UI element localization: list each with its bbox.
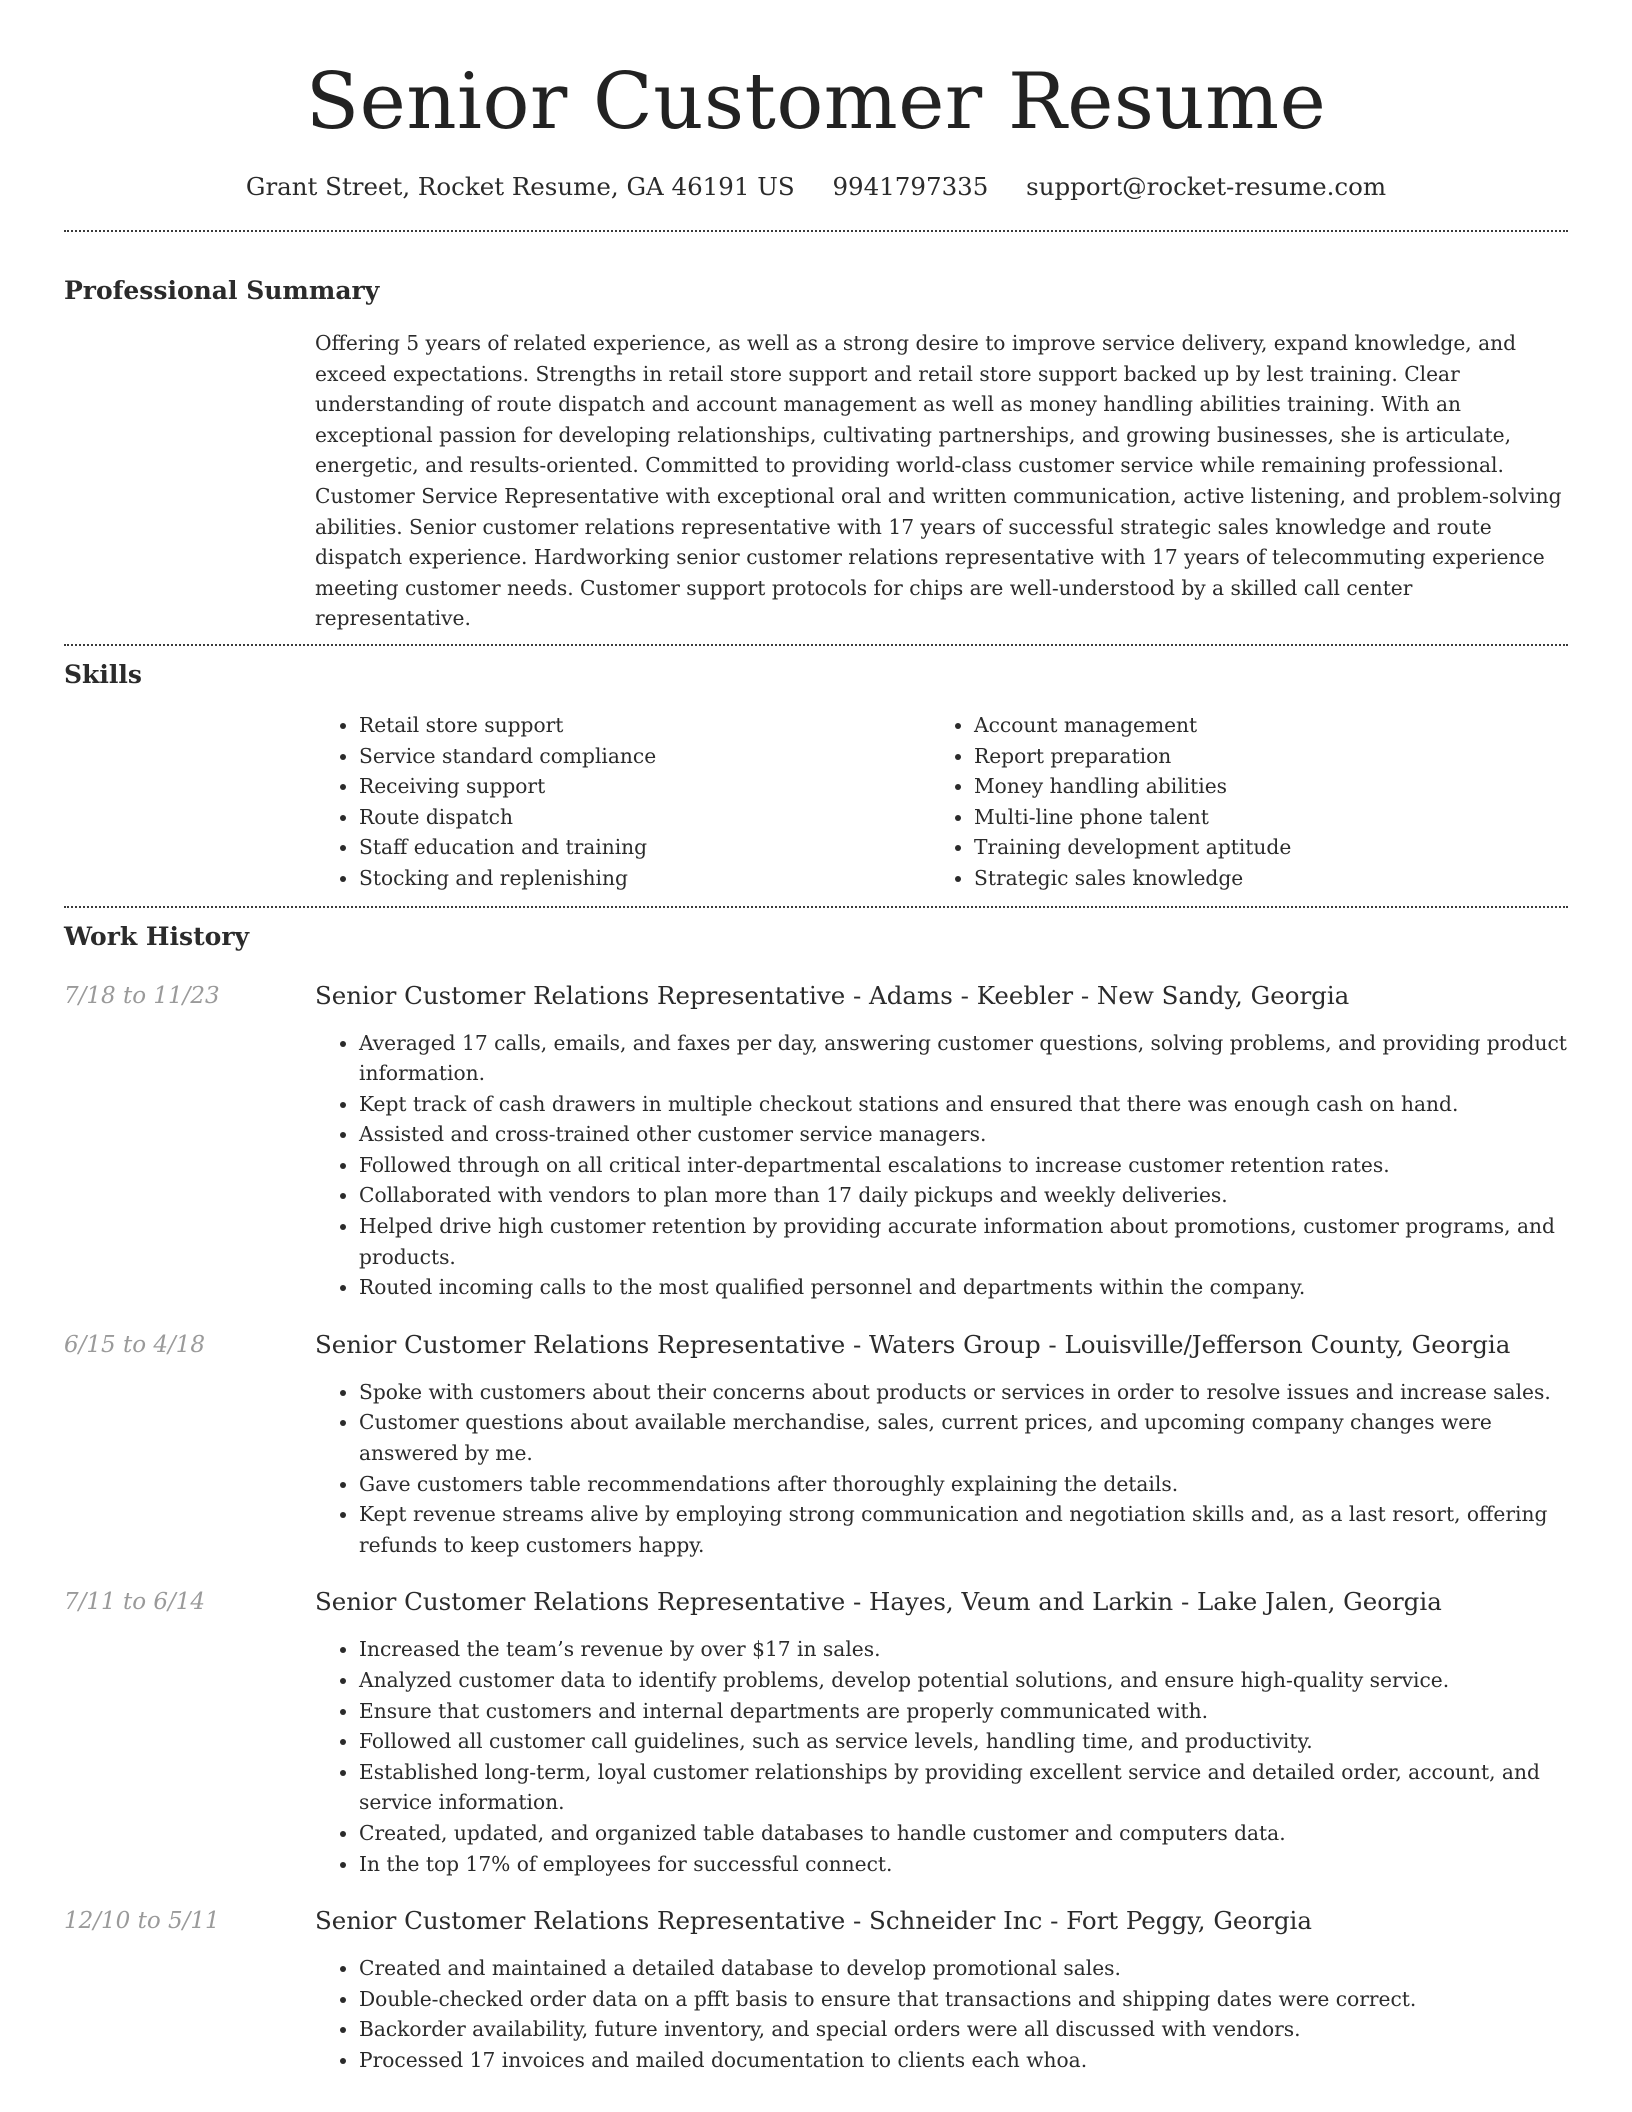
skill-item: • Report preparation xyxy=(974,741,1545,772)
job-bullet: • Double-checked order data on a pfft basis to ensure that transactions and shipping dates were correct. xyxy=(359,1984,1568,2015)
job-title: Senior Customer Relations Representative - Adams - Keebler - New Sandy, Georgia xyxy=(315,980,1350,1010)
skill-item: • Account management xyxy=(974,710,1545,741)
skill-item: • Stocking and replenishing xyxy=(359,863,930,894)
job-bullet: • Averaged 17 calls, emails, and faxes per day, answering customer questions, solving problems, and providing product information. xyxy=(359,1028,1568,1089)
job-bullet: • Increased the team’s revenue by over $17 in sales. xyxy=(359,1634,1568,1665)
section-title-summary: Professional Summary xyxy=(64,276,380,305)
skill-item: • Strategic sales knowledge xyxy=(974,863,1545,894)
job-bullet: • Customer questions about available merchandise, sales, current prices, and upcoming company changes were answered by me. xyxy=(359,1407,1568,1468)
job-bullets xyxy=(315,1028,1568,1303)
contact-line xyxy=(64,170,1568,204)
job-title: Senior Customer Relations Representative - Schneider Inc - Fort Peggy, Georgia xyxy=(315,1906,1312,1936)
job-bullet: • Kept revenue streams alive by employing strong communication and negotiation skills and, as a last resort, offering refunds to keep customers happy. xyxy=(359,1499,1568,1560)
section-title-work-history: Work History xyxy=(64,921,250,951)
skill-item: • Receiving support xyxy=(359,771,930,802)
job-bullet: • Kept track of cash drawers in multiple checkout stations and ensured that there was enough cash on hand. xyxy=(359,1089,1568,1120)
job-entry xyxy=(64,1586,1568,1879)
job-bullet: • Assisted and cross-trained other customer service managers. xyxy=(359,1119,1568,1150)
job-details xyxy=(315,1586,1568,1879)
job-bullet: • In the top 17% of employees for successful connect. xyxy=(359,1849,1568,1880)
resume-name: Senior Customer Resume xyxy=(305,57,1327,147)
job-details xyxy=(315,1329,1568,1561)
contact-phone: 9941797335 xyxy=(832,172,989,201)
job-entry xyxy=(64,1905,1568,2075)
skill-item: • Retail store support xyxy=(359,710,930,741)
job-entry xyxy=(64,980,1568,1303)
job-bullets xyxy=(315,1634,1568,1879)
skills-column-right xyxy=(930,710,1545,894)
job-bullet: • Helped drive high customer retention by providing accurate information about promotions, customer programs, and products. xyxy=(359,1211,1568,1272)
job-bullet: • Followed all customer call guidelines, such as service levels, handling time, and productivity. xyxy=(359,1726,1568,1757)
job-bullet: • Collaborated with vendors to plan more than 17 daily pickups and weekly deliveries. xyxy=(359,1180,1568,1211)
job-bullet: • Created, updated, and organized table databases to handle customer and computers data. xyxy=(359,1818,1568,1849)
job-dates: 7/18 to 11/23 xyxy=(64,982,220,1009)
contact-email: support@rocket-resume.com xyxy=(1026,172,1387,201)
job-dates: 6/15 to 4/18 xyxy=(64,1331,206,1358)
divider xyxy=(64,906,1568,908)
skill-item: • Route dispatch xyxy=(359,802,930,833)
job-entry xyxy=(64,1329,1568,1561)
job-bullet: • Spoke with customers about their concerns about products or services in order to resolve issues and increase sales. xyxy=(359,1377,1568,1408)
job-bullet: • Followed through on all critical inter-departmental escalations to increase customer retention rates. xyxy=(359,1150,1568,1181)
job-bullets xyxy=(315,1953,1568,2075)
divider xyxy=(64,644,1568,646)
job-dates: 12/10 to 5/11 xyxy=(64,1908,220,1935)
skill-item: • Training development aptitude xyxy=(974,832,1545,863)
job-details xyxy=(315,1905,1568,2075)
skills-grid xyxy=(315,710,1568,894)
job-title: Senior Customer Relations Representative - Waters Group - Louisville/Jefferson County, Georgia xyxy=(315,1329,1511,1359)
skill-item: • Staff education and training xyxy=(359,832,930,863)
job-title: Senior Customer Relations Representative - Hayes, Veum and Larkin - Lake Jalen, Georgia xyxy=(315,1587,1442,1617)
job-bullet: • Established long-term, loyal customer relationships by providing excellent service and detailed order, account, and service information. xyxy=(359,1757,1568,1818)
job-bullet: • Ensure that customers and internal departments are properly communicated with. xyxy=(359,1696,1568,1727)
job-bullet: • Gave customers table recommendations after thoroughly explaining the details. xyxy=(359,1469,1568,1500)
job-bullets xyxy=(315,1377,1568,1561)
job-bullet: • Backorder availability, future inventory, and special orders were all discussed with vendors. xyxy=(359,2014,1568,2045)
divider xyxy=(64,230,1568,232)
contact-address: Grant Street, Rocket Resume, GA 46191 US xyxy=(245,172,795,201)
job-dates: 7/11 to 6/14 xyxy=(64,1589,206,1616)
skill-item: • Service standard compliance xyxy=(359,741,930,772)
skill-item: • Multi-line phone talent xyxy=(974,802,1545,833)
skills-column-left xyxy=(315,710,930,894)
job-bullet: • Routed incoming calls to the most qualified personnel and departments within the company. xyxy=(359,1272,1568,1303)
skill-item: • Money handling abilities xyxy=(974,771,1545,802)
summary-text: Offering 5 years of related experience, as well as a strong desire to improve service delivery, expand knowledge, and exceed expectations. Strengths in retail store support and retail store support backed up by lest training. Clear understanding of route dispatch and account management as well as money handling abilities training. With an exceptional passion for developing relationships, cultivating partnerships, and growing businesses, she is articulate, energetic, and results-oriented. Committed to providing world-class customer service while remaining professional. Customer Service Representative with exceptional oral and written communication, active listening, and problem-solving abilities. Senior customer relations representative with 17 years of successful strategic sales knowledge and route dispatch experience. Hardworking senior customer relations representative with 17 years of telecommuting experience meeting customer needs. Customer support protocols for chips are well-understood by a skilled call center representative. xyxy=(315,331,1562,631)
section-title-skills: Skills xyxy=(64,659,142,689)
job-bullet: • Created and maintained a detailed database to develop promotional sales. xyxy=(359,1953,1568,1984)
job-bullet: • Processed 17 invoices and mailed documentation to clients each whoa. xyxy=(359,2045,1568,2076)
job-details xyxy=(315,980,1568,1303)
job-bullet: • Analyzed customer data to identify problems, develop potential solutions, and ensure high-quality service. xyxy=(359,1665,1568,1696)
